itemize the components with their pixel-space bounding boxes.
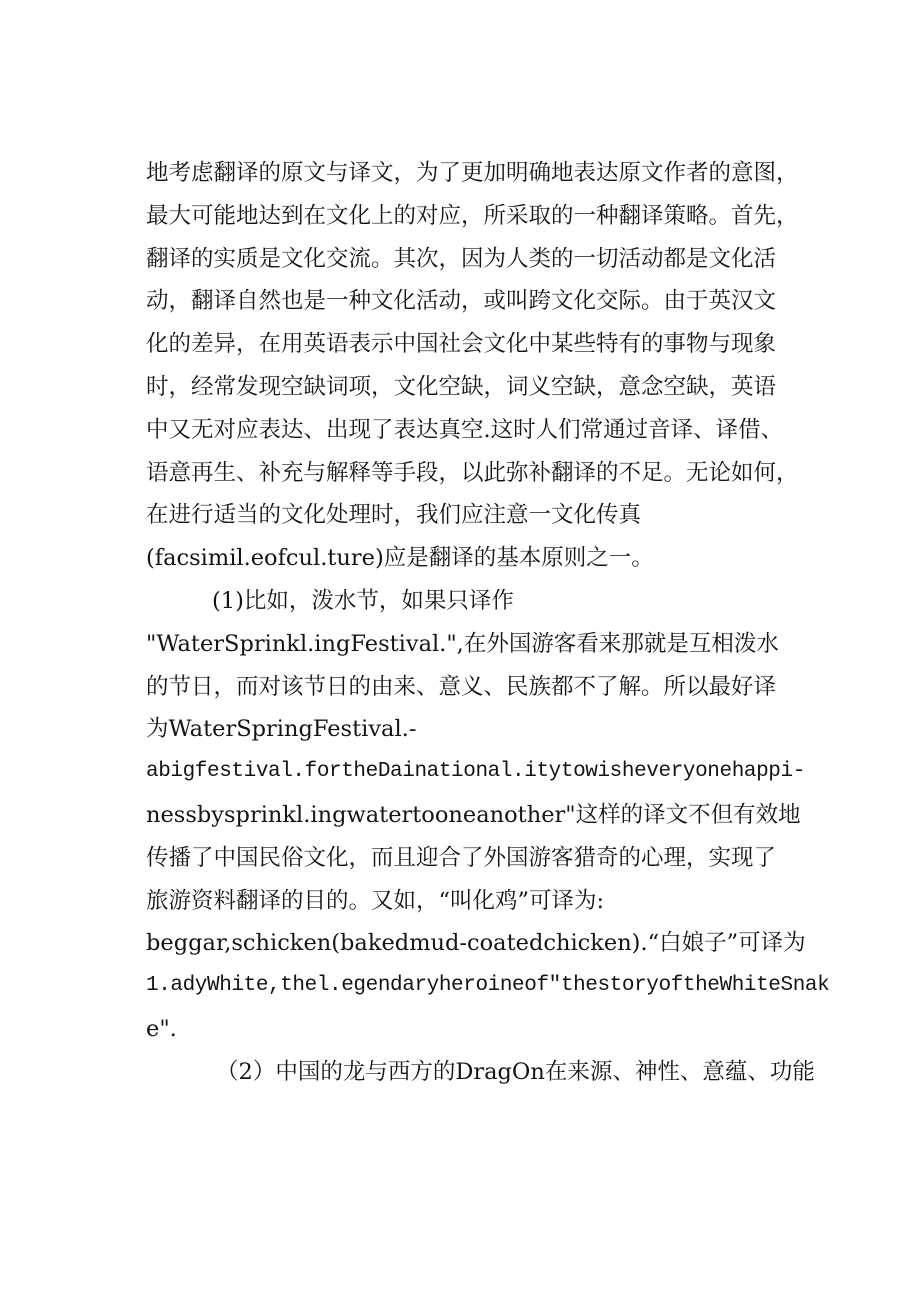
text-line: abigfestival.fortheDainational.itytowisheveryonehappi- (146, 760, 805, 784)
text-line: "WaterSprinkl.ingFestival.",在外国游客看来那就是互相泼水 (146, 630, 779, 657)
text-line: 的节日，而对该节日的由来、意义、民族都不了解。所以最好译 (146, 673, 777, 700)
text-line: 地考虑翻译的原文与译文，为了更加明确地表达原文作者的意图， (146, 160, 799, 186)
text-line: 翻译的实质是文化交流。其次，因为人类的一切活动都是文化活 (146, 245, 777, 272)
text-line: 中又无对应表达、出现了表达真空.这时人们常通过音译、译借、 (146, 416, 784, 443)
text-line: 化的差异，在用英语表示中国社会文化中某些特有的事物与现象 (146, 331, 777, 358)
text-line: 最大可能地达到在文化上的对应，所采取的一种翻译策略。首先， (146, 202, 799, 229)
paragraph-example-2-start: （2）中国的龙与西方的DragOn在来源、神性、意蕴、功能 (216, 1058, 815, 1085)
text-line: nessbysprinkl.ingwatertooneanother"这样的译文不但有效地 (146, 801, 801, 828)
body-text (146, 152, 830, 1094)
text-line: beggar,schicken(bakedmud-coatedchicken).“白娘子”可译为 (146, 930, 806, 957)
text-line: 为WaterSpringFestival.- (146, 716, 417, 743)
text-line: 在进行适当的文化处理时，我们应注意一文化传真 (146, 502, 642, 529)
text-line: 传播了中国民俗文化，而且迎合了外国游客猎奇的心理，实现了 (146, 844, 777, 871)
text-line: 旅游资料翻译的目的。又如，“叫化鸡”可译为: (146, 887, 605, 914)
text-line: e". (146, 1015, 177, 1042)
text-line: 语意再生、补充与解释等手段，以此弥补翻译的不足。无论如何， (146, 459, 799, 486)
text-line: 动，翻译自然也是一种文化活动，或叫跨文化交际。由于英汉文 (146, 288, 777, 315)
text-line: 1.adyWhite,thel.egendaryheroineof"thestoryoftheWhiteSnak (146, 974, 830, 998)
text-line: (facsimil.eofcul.ture)应是翻译的基本原则之一。 (146, 545, 654, 572)
paragraph-example-1-start: (1)比如，泼水节，如果只译作 (212, 587, 514, 614)
text-line: 时，经常发现空缺词项，文化空缺，词义空缺，意念空缺，英语 (146, 373, 777, 400)
